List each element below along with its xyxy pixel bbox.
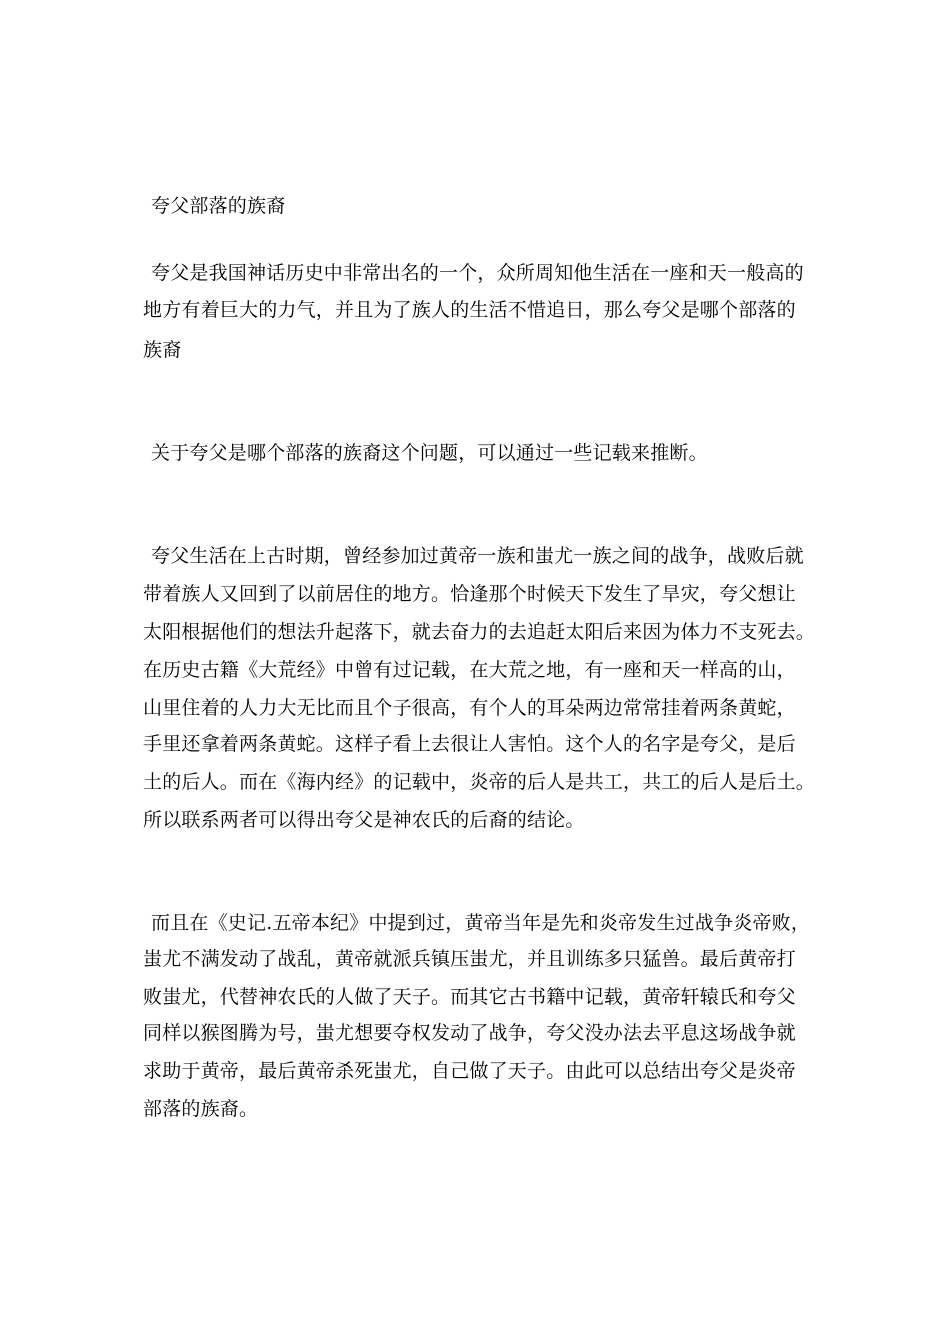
- paragraph-4-line-5: 求助于黄帝，最后黄帝杀死蚩尤，自己做了天子。由此可以总结出夸父是炎帝: [143, 1060, 796, 1082]
- paragraph-3-line-7: 土的后人。而在《海内经》的记载中，炎帝的后人是共工，共工的后人是后土。: [143, 771, 816, 793]
- document-title: 夸父部落的族裔: [151, 195, 286, 217]
- paragraph-1-line-2: 地方有着巨大的力气，并且为了族人的生活不惜追日，那么夸父是哪个部落的: [143, 299, 796, 321]
- paragraph-3-line-8: 所以联系两者可以得出夸父是神农氏的后裔的结论。: [143, 809, 585, 831]
- paragraph-4-line-3: 败蚩尤，代替神农氏的人做了天子。而其它古书籍中记载，黄帝轩辕氏和夸父: [143, 986, 796, 1008]
- paragraph-3-line-3: 太阳根据他们的想法升起落下，就去奋力的去追赶太阳后来因为体力不支死去。: [143, 621, 816, 643]
- paragraph-1-line-1: 夸父是我国神话历史中非常出名的一个，众所周知他生活在一座和天一般高的: [151, 262, 804, 284]
- paragraph-2-line-1: 关于夸父是哪个部落的族裔这个问题，可以通过一些记载来推断。: [151, 442, 708, 464]
- paragraph-1-line-3: 族裔: [143, 339, 182, 361]
- paragraph-3-line-5: 山里住着的人力大无比而且个子很高，有个人的耳朵两边常常挂着两条黄蛇，: [143, 697, 796, 719]
- paragraph-4-line-4: 同样以猴图腾为号，蚩尤想要夺权发动了战争，夸父没办法去平息这场战争就: [143, 1022, 796, 1044]
- paragraph-4-line-2: 蚩尤不满发动了战乱，黄帝就派兵镇压蚩尤，并且训练多只猛兽。最后黄帝打: [143, 948, 796, 970]
- paragraph-3-line-1: 夸父生活在上古时期，曾经参加过黄帝一族和蚩尤一族之间的战争，战败后就: [151, 545, 804, 567]
- paragraph-4-line-6: 部落的族裔。: [143, 1098, 259, 1120]
- paragraph-3-line-6: 手里还拿着两条黄蛇。这样子看上去很让人害怕。这个人的名字是夸父，是后: [143, 733, 796, 755]
- paragraph-3-line-2: 带着族人又回到了以前居住的地方。恰逢那个时候天下发生了旱灾，夸父想让: [143, 583, 796, 605]
- paragraph-3-line-4: 在历史古籍《大荒经》中曾有过记载，在大荒之地，有一座和天一样高的山，: [143, 659, 796, 681]
- paragraph-4-line-1: 而且在《史记.五帝本纪》中提到过，黄帝当年是先和炎帝发生过战争炎帝败，: [151, 912, 811, 934]
